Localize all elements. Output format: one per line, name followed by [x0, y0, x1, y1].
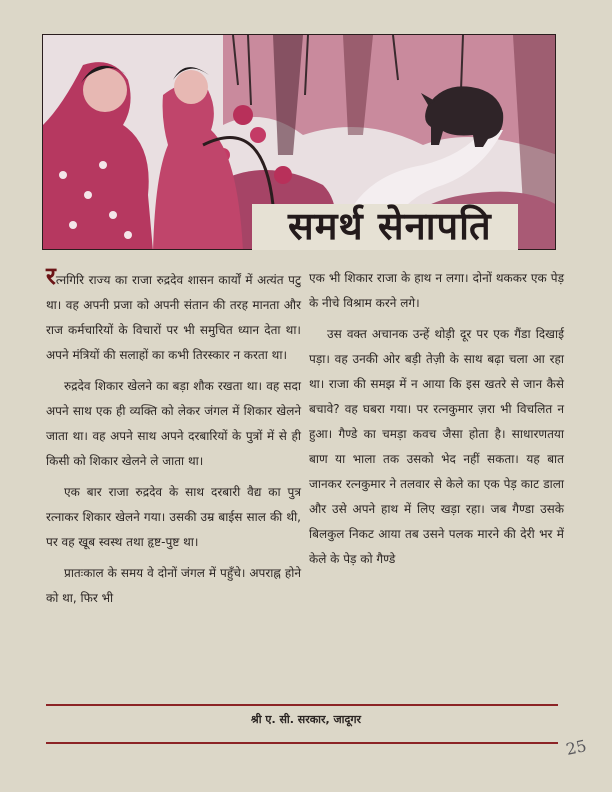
drop-cap: र	[46, 262, 56, 290]
left-text-column	[46, 262, 301, 617]
paragraph: प्रातःकाल के समय वे दोनों जंगल में पहुँचे। अपराह्न होने को था, फिर भी	[46, 566, 301, 605]
page-number: 25	[564, 736, 589, 759]
paragraph	[46, 262, 301, 368]
paragraph: एक बार राजा रुद्रदेव के साथ दरबारी वैद्य का पुत्र रत्नाकर शिकार खेलने गया। उसकी उम्र बाईस साल की थी, पर वह खूब स्वस्थ तथा हृष्ट-पुष्ट था।	[46, 485, 301, 549]
footer-rule-bottom	[46, 742, 558, 744]
story-title: समर्थ सेनापति	[288, 204, 492, 248]
right-text-column	[309, 266, 564, 578]
paragraph-text: त्नगिरि राज्य का राजा रुद्रदेव शासन कार्यों में अत्यंत पटु था। वह अपनी प्रजा को अपनी संतान की तरह मानता और राज कर्मचारियों के विचारों पर भी समुचित ध्यान देता था। अपने मंत्रियों की सलाहों का कभी तिरस्कार न करता था।	[46, 273, 301, 362]
paragraph: उस वक्त अचानक उन्हें थोड़ी दूर पर एक गैंडा दिखाई पड़ा। वह उनकी ओर बड़ी तेज़ी के साथ बढ़ा चला आ रहा था। राजा की समझ में न आया कि इस खतरे से जान कैसे बचावे? वह घबरा गया। पर रत्नकुमार ज़रा भी विचलित न हुआ। गैण्डे का चमड़ा कवच जैसा होता है। साधारणतया बाण या भाला तक उसको भेद नहीं सकता। यह बात जानकर रत्नकुमार ने तलवार से केले का एक पेड़ काट डाला और उसे अपने हाथ में लिए खड़ा रहा। जब गैण्डा उसके बिलकुल निकट आया तब उसने पलक मारने की देरी भर में केले के पेड़ को गैण्डे	[309, 327, 564, 566]
author-credit: श्री ए. सी. सरकार, जादूगर	[250, 713, 362, 726]
paragraph: एक भी शिकार राजा के हाथ न लगा। दोनों थककर एक पेड़ के नीचे विश्राम करने लगे।	[309, 271, 564, 310]
footer-rule-top	[46, 704, 558, 706]
paragraph: रुद्रदेव शिकार खेलने का बड़ा शौक रखता था। वह सदा अपने साथ एक ही व्यक्ति को लेकर जंगल में शिकार खेलने जाता था। वह अपने साथ अपने दरबारियों के पुत्रों में से ही किसी को शिकार खेलने ले जाता था।	[46, 379, 301, 468]
